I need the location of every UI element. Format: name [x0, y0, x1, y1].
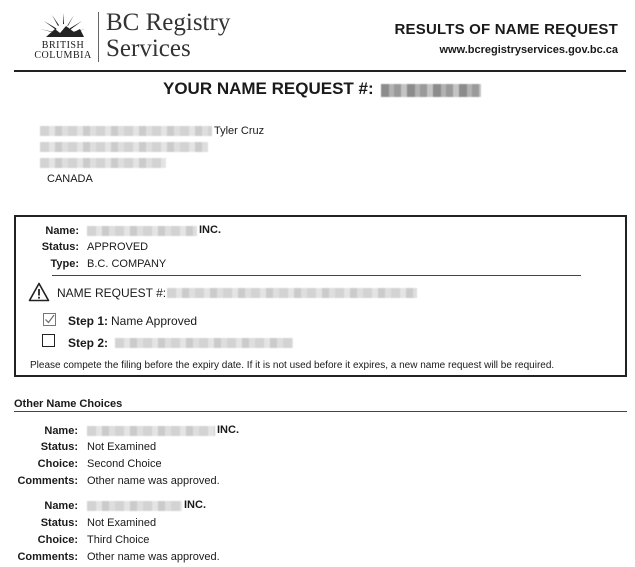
- name-request-number-label: NAME REQUEST #:: [57, 286, 167, 300]
- other-status-value: Not Examined: [87, 517, 157, 529]
- redacted-address-line: [40, 126, 212, 136]
- brand-name-line2: Services: [106, 35, 191, 62]
- main-type-label: Type:: [50, 258, 79, 270]
- warning-icon: [28, 282, 50, 302]
- document-title: RESULTS OF NAME REQUEST: [394, 21, 618, 38]
- logo-text-british: BRITISH: [41, 40, 85, 51]
- checked-checkbox-icon: [43, 313, 56, 326]
- other-status-label: Status:: [40, 441, 78, 453]
- filing-note: Please compete the filing before the expiry date. If it is not used before it expires, a new name request will be required.: [30, 360, 555, 371]
- step1-value: Name Approved: [111, 314, 198, 328]
- other-status-value: Not Examined: [87, 441, 157, 453]
- name-request-title-text: YOUR NAME REQUEST #:: [163, 79, 374, 98]
- redacted-step2-value: [115, 338, 293, 348]
- redacted-request-number-inline: [167, 288, 417, 298]
- header-rule: [14, 70, 626, 72]
- redacted-name: [87, 226, 197, 236]
- main-status-label: Status:: [41, 241, 79, 253]
- redacted-other-name: [87, 426, 215, 436]
- logo-text-columbia: COLUMBIA: [34, 50, 92, 61]
- redacted-address-line: [40, 158, 166, 168]
- brand-name-line1: BC Registry: [106, 9, 231, 36]
- step2-label: Step 2:: [68, 336, 109, 350]
- other-choices-heading: Other Name Choices: [14, 398, 123, 410]
- redacted-address-line: [40, 142, 208, 152]
- redacted-other-name: [87, 501, 182, 511]
- other-comments-label: Comments:: [17, 551, 78, 563]
- step1-label: Step 1:: [68, 314, 109, 328]
- contact-name: Tyler Cruz: [214, 125, 265, 137]
- other-name-label: Name:: [44, 425, 78, 437]
- redacted-request-number: [381, 84, 481, 97]
- other-choices-rule: [14, 411, 627, 412]
- other-comments-value: Other name was approved.: [87, 551, 220, 563]
- other-comments-label: Comments:: [17, 475, 78, 487]
- main-name-label: Name:: [45, 225, 79, 237]
- website-url: www.bcregistryservices.gov.bc.ca: [439, 44, 618, 56]
- other-choice-label: Choice:: [37, 534, 78, 546]
- other-status-label: Status:: [40, 517, 78, 529]
- header: [0, 0, 635, 72]
- country: CANADA: [47, 173, 93, 185]
- other-name-label: Name:: [44, 500, 78, 512]
- logo-divider: [98, 12, 99, 62]
- other-comments-value: Other name was approved.: [87, 475, 220, 487]
- unchecked-checkbox-icon: [42, 334, 55, 347]
- other-choice-value: Second Choice: [87, 458, 162, 470]
- sun-mountain-logo-icon: [38, 9, 88, 39]
- main-name-suffix: INC.: [199, 224, 221, 236]
- box-divider: [52, 275, 581, 276]
- other-choice-label: Choice:: [37, 458, 78, 470]
- name-request-title: [163, 79, 374, 99]
- other-choice-value: Third Choice: [87, 534, 150, 546]
- main-type-value: B.C. COMPANY: [87, 258, 167, 270]
- main-status-value: APPROVED: [87, 241, 149, 253]
- other-name-suffix: INC.: [184, 499, 206, 511]
- other-name-suffix: INC.: [217, 424, 239, 436]
